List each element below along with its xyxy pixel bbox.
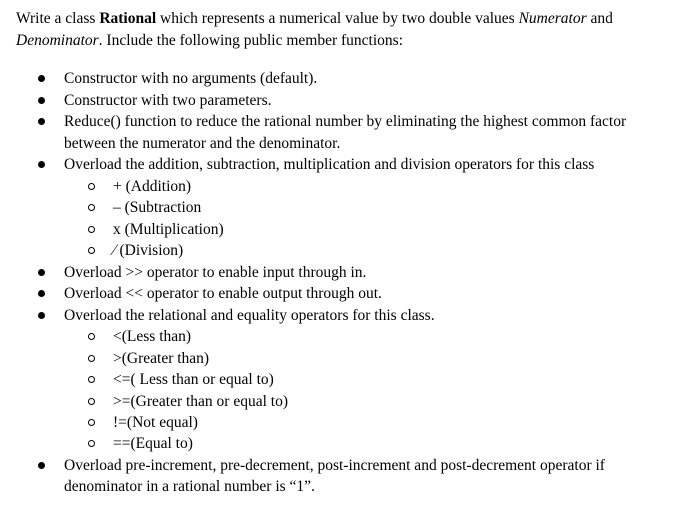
- bullet-icon: [38, 118, 45, 125]
- hollow-bullet-icon: [88, 376, 95, 383]
- sub-item-subtraction: [0, 197, 693, 218]
- intro-text-2: which represents a numerical value by two double values: [156, 10, 519, 27]
- hollow-bullet-icon: [88, 204, 95, 211]
- sub-item-equal: [0, 433, 693, 454]
- hollow-bullet-icon: [88, 398, 95, 405]
- sub-item-text: <(Less than): [113, 328, 192, 346]
- intro-text-3: and: [586, 10, 613, 27]
- list-item: [0, 154, 693, 176]
- intro-text-1: Write a class: [16, 10, 100, 27]
- sub-item-text: <=( Less than or equal to): [113, 371, 274, 389]
- list-item: [0, 283, 693, 305]
- list-item-text: Overload >> operator to enable input through in.: [64, 263, 367, 281]
- list-item-text: Overload the relational and equality operators for this class.: [64, 306, 435, 324]
- intro-paragraph: [16, 8, 686, 52]
- sub-item-multiplication: [0, 219, 693, 240]
- class-name: Rational: [99, 10, 157, 27]
- sub-item-text: x (Multiplication): [113, 220, 224, 238]
- list-item-text: Reduce() function to reduce the rational number by eliminating the highest common factor between the numerator and the denominator.: [64, 113, 627, 152]
- sub-item-not-equal: [0, 412, 693, 433]
- list-item-text: Overload << operator to enable output through out.: [64, 285, 382, 303]
- bullet-icon: [38, 290, 45, 297]
- intro-text-4: . Include the following public member functions:: [98, 32, 404, 49]
- sub-item-text: + (Addition): [113, 177, 192, 195]
- list-item-text: Constructor with two parameters.: [64, 91, 272, 109]
- list-item-text: Overload the addition, subtraction, multiplication and division operators for this class: [64, 156, 595, 174]
- hollow-bullet-icon: [88, 333, 95, 340]
- list-item-text: Constructor with no arguments (default).: [64, 70, 318, 87]
- sub-item-text: ==(Equal to): [113, 435, 193, 453]
- hollow-bullet-icon: [88, 247, 95, 254]
- bullet-icon: [38, 462, 45, 469]
- sub-item-greater-equal: [0, 391, 693, 412]
- bullet-icon: [38, 97, 45, 104]
- hollow-bullet-icon: [88, 355, 95, 362]
- sub-item-text: >=(Greater than or equal to): [113, 392, 288, 410]
- sub-item-addition: [0, 176, 693, 197]
- sub-item-division: [0, 240, 693, 261]
- sub-item-less-equal: [0, 369, 693, 390]
- requirements-list: [0, 68, 693, 498]
- denominator-term: Denominator: [16, 32, 99, 49]
- list-item: [0, 90, 693, 112]
- list-item: [0, 455, 693, 498]
- sub-item-greater-than: [0, 348, 693, 369]
- list-item-text: Overload pre-increment, pre-decrement, post-increment and post-decrement operator if denominator in a rational number is “1”.: [64, 456, 605, 496]
- hollow-bullet-icon: [88, 183, 95, 190]
- list-item: [0, 305, 693, 327]
- sub-item-text: – (Subtraction: [113, 199, 202, 217]
- hollow-bullet-icon: [88, 440, 95, 447]
- bullet-icon: [38, 75, 45, 82]
- sub-item-text: ⁄ (Division): [113, 242, 184, 260]
- hollow-bullet-icon: [88, 226, 95, 233]
- sub-item-text: >(Greater than): [113, 349, 210, 367]
- list-item: [0, 111, 693, 154]
- sub-item-less-than: [0, 326, 693, 347]
- bullet-icon: [38, 161, 45, 168]
- bullet-icon: [38, 269, 45, 276]
- list-item: [0, 262, 693, 284]
- hollow-bullet-icon: [88, 419, 95, 426]
- numerator-term: Numerator: [518, 10, 587, 27]
- list-item: [0, 68, 693, 90]
- bullet-icon: [38, 312, 45, 319]
- sub-item-text: !=(Not equal): [113, 414, 198, 431]
